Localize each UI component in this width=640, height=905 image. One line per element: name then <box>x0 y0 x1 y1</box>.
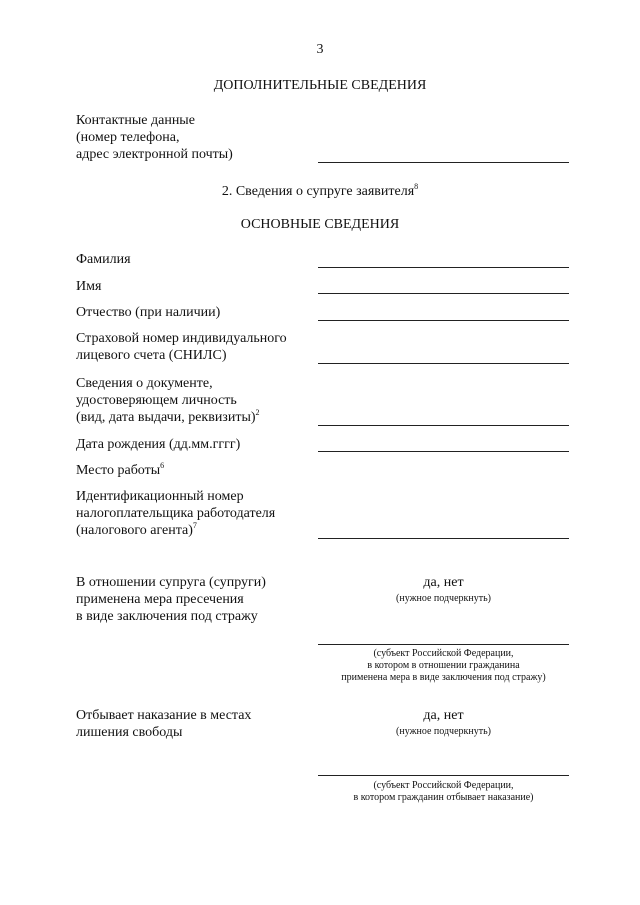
custody-region-hint-line2: в котором в отношении гражданина <box>367 660 520 671</box>
contact-label-line1: Контактные данные <box>76 113 195 128</box>
custody-label-line1: В отношении супруга (супруги) <box>76 575 266 590</box>
contact-label-line2: (номер телефона, <box>76 130 180 145</box>
imprisonment-label-line2: лишения свободы <box>76 725 183 740</box>
surname-field-line[interactable] <box>318 267 569 268</box>
custody-region-hint-line1: (субъект Российской Федерации, <box>373 648 514 659</box>
footnote-ref: 8 <box>414 182 419 191</box>
snils-field-line[interactable] <box>318 363 569 364</box>
contact-label-line3: адрес электронной почты) <box>76 147 233 162</box>
footnote-ref: 6 <box>160 461 165 470</box>
surname-label: Фамилия <box>76 252 131 267</box>
employer-inn-label-line2: налогоплательщика работодателя <box>76 506 276 521</box>
id-document-field-line[interactable] <box>318 425 569 426</box>
custody-label-line2: применена мера пресечения <box>76 592 244 607</box>
footnote-ref: 7 <box>192 521 197 530</box>
basic-info-heading: ОСНОВНЫЕ СВЕДЕНИЯ <box>240 217 400 232</box>
birth-date-label: Дата рождения (дд.мм.гггг) <box>76 437 241 452</box>
employer-inn-label-line1: Идентификационный номер <box>76 489 244 504</box>
spouse-section-title: 2. Сведения о супруге заявителя$^8$ <box>221 182 419 199</box>
snils-label-line1: Страховой номер индивидуального <box>76 331 287 346</box>
custody-region-field-line[interactable] <box>318 644 569 645</box>
imprisonment-region-field-line[interactable] <box>318 775 569 776</box>
custody-label-line3: в виде заключения под стражу <box>76 609 258 624</box>
birth-date-field-line[interactable] <box>318 451 569 452</box>
section-heading-additional: ДОПОЛНИТЕЛЬНЫЕ СВЕДЕНИЯ <box>213 78 427 93</box>
employer-inn-field-line[interactable] <box>318 538 569 539</box>
footnote-ref: 2 <box>255 408 260 417</box>
imprisonment-region-hint-line2: в котором гражданин отбывает наказание) <box>353 792 534 803</box>
patronymic-label: Отчество (при наличии) <box>76 305 221 320</box>
employer-inn-label-line3: (налогового агента)$^7$ <box>76 521 197 538</box>
snils-label-line2: лицевого счета (СНИЛС) <box>76 348 227 363</box>
name-label: Имя <box>76 279 102 294</box>
imprisonment-region-hint-line1: (субъект Российской Федерации, <box>373 780 514 791</box>
imprisonment-choice-hint: (нужное подчеркнуть) <box>396 726 491 737</box>
page-number: 3 <box>316 42 324 57</box>
workplace-label: Место работы$^6$ <box>76 461 165 478</box>
id-document-label-line1: Сведения о документе, <box>76 376 213 391</box>
contact-field-line[interactable] <box>318 162 569 163</box>
id-document-label-line3: (вид, дата выдачи, реквизиты)$^2$ <box>76 408 260 425</box>
custody-yes-no-choice[interactable]: да, нет <box>423 575 464 590</box>
custody-choice-hint: (нужное подчеркнуть) <box>396 593 491 604</box>
id-document-label-line2: удостоверяющем личность <box>76 393 237 408</box>
imprisonment-yes-no-choice[interactable]: да, нет <box>423 708 464 723</box>
imprisonment-label-line1: Отбывает наказание в местах <box>76 708 252 723</box>
patronymic-field-line[interactable] <box>318 320 569 321</box>
name-field-line[interactable] <box>318 293 569 294</box>
custody-region-hint-line3: применена мера в виде заключения под стражу) <box>341 672 546 683</box>
